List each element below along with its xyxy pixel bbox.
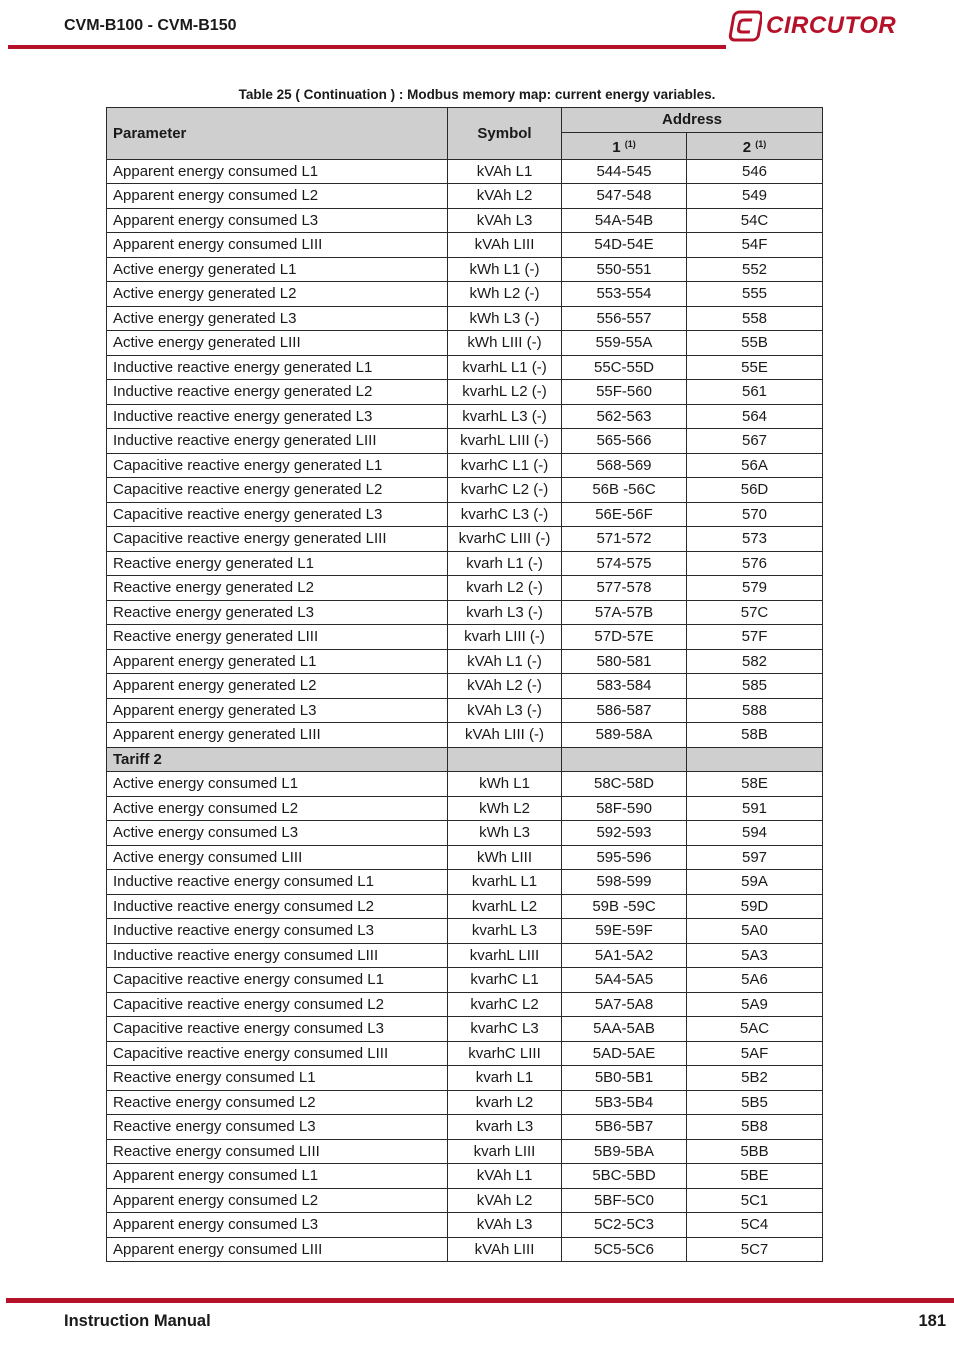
cell-parameter: Capacitive reactive energy consumed LIII bbox=[107, 1041, 448, 1066]
cell-parameter: Apparent energy generated L1 bbox=[107, 649, 448, 674]
cell-address-1: 5BF-5C0 bbox=[562, 1188, 687, 1213]
cell-parameter: Inductive reactive energy consumed L1 bbox=[107, 870, 448, 895]
cell-parameter: Reactive energy generated L1 bbox=[107, 551, 448, 576]
cell-symbol: kvarh L1 (-) bbox=[448, 551, 562, 576]
cell-address-1: 598-599 bbox=[562, 870, 687, 895]
cell-parameter: Apparent energy consumed LIII bbox=[107, 1237, 448, 1262]
header-address-1: 1 $^{(1)}$ bbox=[562, 132, 687, 159]
cell-parameter: Reactive energy consumed LIII bbox=[107, 1139, 448, 1164]
cell-symbol: kWh L1 (-) bbox=[448, 257, 562, 282]
cell-parameter: Inductive reactive energy consumed L2 bbox=[107, 894, 448, 919]
cell-address-1: 577-578 bbox=[562, 576, 687, 601]
cell-parameter: Capacitive reactive energy generated L3 bbox=[107, 502, 448, 527]
cell-symbol: kvarhC L1 bbox=[448, 968, 562, 993]
cell-parameter: Active energy generated L3 bbox=[107, 306, 448, 331]
cell-address-1: 5B6-5B7 bbox=[562, 1115, 687, 1140]
footer-rule bbox=[6, 1298, 954, 1303]
cell-symbol: kWh L1 bbox=[448, 772, 562, 797]
cell-symbol: kvarhC L2 (-) bbox=[448, 478, 562, 503]
cell-address-1: 559-55A bbox=[562, 331, 687, 356]
cell-address-2: 5BB bbox=[687, 1139, 823, 1164]
cell-parameter: Apparent energy consumed LIII bbox=[107, 233, 448, 258]
cell-parameter: Reactive energy generated LIII bbox=[107, 625, 448, 650]
cell-symbol: kVAh LIII (-) bbox=[448, 723, 562, 748]
table-row bbox=[107, 257, 823, 282]
cell-address-1: 55C-55D bbox=[562, 355, 687, 380]
table-row bbox=[107, 1115, 823, 1140]
cell-address-1: 5A1-5A2 bbox=[562, 943, 687, 968]
page-number: 181 bbox=[918, 1312, 946, 1330]
table-row bbox=[107, 1090, 823, 1115]
table-row bbox=[107, 306, 823, 331]
cell-symbol: kWh L3 bbox=[448, 821, 562, 846]
table-row bbox=[107, 1213, 823, 1238]
table-row bbox=[107, 282, 823, 307]
cell-address-1: 553-554 bbox=[562, 282, 687, 307]
table-row bbox=[107, 674, 823, 699]
cell-address-2: 54C bbox=[687, 208, 823, 233]
cell-address-1: 5B3-5B4 bbox=[562, 1090, 687, 1115]
table-row bbox=[107, 184, 823, 209]
cell-symbol: kvarh L1 bbox=[448, 1066, 562, 1091]
table-row bbox=[107, 1017, 823, 1042]
table-row bbox=[107, 1066, 823, 1091]
cell-parameter: Apparent energy consumed L1 bbox=[107, 159, 448, 184]
cell-parameter: Capacitive reactive energy consumed L2 bbox=[107, 992, 448, 1017]
table-row bbox=[107, 723, 823, 748]
table-row bbox=[107, 527, 823, 552]
cell-address-1: 574-575 bbox=[562, 551, 687, 576]
table-row bbox=[107, 698, 823, 723]
table-row bbox=[107, 551, 823, 576]
cell-parameter: Apparent energy consumed L2 bbox=[107, 1188, 448, 1213]
cell-address-2: 55E bbox=[687, 355, 823, 380]
table-row bbox=[107, 453, 823, 478]
cell-address-1: 580-581 bbox=[562, 649, 687, 674]
cell-address-2: 5B8 bbox=[687, 1115, 823, 1140]
cell-symbol: kvarhL L1 (-) bbox=[448, 355, 562, 380]
cell-address-2: 570 bbox=[687, 502, 823, 527]
table-row bbox=[107, 821, 823, 846]
cell-symbol: kvarhC LIII (-) bbox=[448, 527, 562, 552]
cell-symbol: kvarhC LIII bbox=[448, 1041, 562, 1066]
cell-address-1: 59E-59F bbox=[562, 919, 687, 944]
cell-address-2: 5A0 bbox=[687, 919, 823, 944]
cell-address-2: 58B bbox=[687, 723, 823, 748]
cell-address-2: 546 bbox=[687, 159, 823, 184]
cell-address-2: 588 bbox=[687, 698, 823, 723]
cell-parameter: Reactive energy generated L2 bbox=[107, 576, 448, 601]
cell-address-2: 5B5 bbox=[687, 1090, 823, 1115]
table-caption: Table 25 ( Continuation ) : Modbus memory map: current energy variables. bbox=[238, 87, 716, 102]
table-row bbox=[107, 233, 823, 258]
cell-symbol bbox=[448, 747, 562, 772]
cell-address-1: 5B0-5B1 bbox=[562, 1066, 687, 1091]
cell-address-1: 58C-58D bbox=[562, 772, 687, 797]
cell-parameter: Apparent energy consumed L3 bbox=[107, 208, 448, 233]
footer-manual-label: Instruction Manual bbox=[64, 1312, 211, 1330]
cell-address-2: 555 bbox=[687, 282, 823, 307]
cell-address-2: 56A bbox=[687, 453, 823, 478]
cell-address-2: 5AC bbox=[687, 1017, 823, 1042]
cell-address-2: 58E bbox=[687, 772, 823, 797]
cell-address-1: 586-587 bbox=[562, 698, 687, 723]
cell-address-1: 58F-590 bbox=[562, 796, 687, 821]
cell-address-2: 59D bbox=[687, 894, 823, 919]
cell-address-1: 592-593 bbox=[562, 821, 687, 846]
cell-address-2: 5A9 bbox=[687, 992, 823, 1017]
header-address: Address bbox=[562, 108, 823, 133]
table-row bbox=[107, 429, 823, 454]
table-row bbox=[107, 404, 823, 429]
cell-address-2: 57F bbox=[687, 625, 823, 650]
cell-address-1: 556-557 bbox=[562, 306, 687, 331]
table-row bbox=[107, 331, 823, 356]
cell-address-2: 5C7 bbox=[687, 1237, 823, 1262]
table-row bbox=[107, 1041, 823, 1066]
cell-symbol: kWh LIII (-) bbox=[448, 331, 562, 356]
cell-parameter: Inductive reactive energy generated L3 bbox=[107, 404, 448, 429]
header-symbol: Symbol bbox=[448, 108, 562, 160]
cell-symbol: kvarhL L3 (-) bbox=[448, 404, 562, 429]
cell-address-2: 56D bbox=[687, 478, 823, 503]
cell-symbol: kvarh L3 bbox=[448, 1115, 562, 1140]
cell-symbol: kVAh L2 bbox=[448, 1188, 562, 1213]
cell-address-2: 5C1 bbox=[687, 1188, 823, 1213]
table-row bbox=[107, 968, 823, 993]
cell-parameter: Capacitive reactive energy generated LIII bbox=[107, 527, 448, 552]
cell-address-2: 5C4 bbox=[687, 1213, 823, 1238]
cell-symbol: kvarhL L2 bbox=[448, 894, 562, 919]
cell-symbol: kWh L3 (-) bbox=[448, 306, 562, 331]
table-row bbox=[107, 943, 823, 968]
cell-address-1: 59B -59C bbox=[562, 894, 687, 919]
cell-address-2: 558 bbox=[687, 306, 823, 331]
cell-address-2: 549 bbox=[687, 184, 823, 209]
table-row bbox=[107, 159, 823, 184]
cell-symbol: kVAh L2 bbox=[448, 184, 562, 209]
cell-parameter: Reactive energy consumed L2 bbox=[107, 1090, 448, 1115]
cell-parameter: Apparent energy consumed L1 bbox=[107, 1164, 448, 1189]
cell-address-1: 57D-57E bbox=[562, 625, 687, 650]
cell-parameter: Capacitive reactive energy consumed L1 bbox=[107, 968, 448, 993]
cell-address-1: 550-551 bbox=[562, 257, 687, 282]
cell-parameter: Inductive reactive energy consumed L3 bbox=[107, 919, 448, 944]
cell-symbol: kVAh L1 (-) bbox=[448, 649, 562, 674]
table-row bbox=[107, 649, 823, 674]
cell-symbol: kvarh LIII (-) bbox=[448, 625, 562, 650]
cell-address-2: 582 bbox=[687, 649, 823, 674]
cell-address-1: 55F-560 bbox=[562, 380, 687, 405]
cell-symbol: kVAh L1 bbox=[448, 1164, 562, 1189]
cell-address-2: 576 bbox=[687, 551, 823, 576]
cell-address-1: 5B9-5BA bbox=[562, 1139, 687, 1164]
cell-symbol: kvarh L2 bbox=[448, 1090, 562, 1115]
cell-address-2: 54F bbox=[687, 233, 823, 258]
cell-address-2 bbox=[687, 747, 823, 772]
cell-parameter: Active energy generated LIII bbox=[107, 331, 448, 356]
cell-parameter: Reactive energy consumed L1 bbox=[107, 1066, 448, 1091]
cell-parameter: Inductive reactive energy generated L2 bbox=[107, 380, 448, 405]
cell-symbol: kVAh L3 bbox=[448, 208, 562, 233]
cell-symbol: kvarhC L2 bbox=[448, 992, 562, 1017]
cell-address-2: 5AF bbox=[687, 1041, 823, 1066]
cell-symbol: kVAh LIII bbox=[448, 1237, 562, 1262]
table-row bbox=[107, 478, 823, 503]
cell-symbol: kvarhL L1 bbox=[448, 870, 562, 895]
table-row bbox=[107, 894, 823, 919]
table-row bbox=[107, 1188, 823, 1213]
cell-address-2: 597 bbox=[687, 845, 823, 870]
cell-symbol: kWh L2 (-) bbox=[448, 282, 562, 307]
cell-parameter: Apparent energy generated L3 bbox=[107, 698, 448, 723]
cell-symbol: kVAh L1 bbox=[448, 159, 562, 184]
table-row bbox=[107, 870, 823, 895]
cell-parameter: Active energy consumed L2 bbox=[107, 796, 448, 821]
cell-address-1: 5A7-5A8 bbox=[562, 992, 687, 1017]
cell-address-1: 568-569 bbox=[562, 453, 687, 478]
cell-address-1: 565-566 bbox=[562, 429, 687, 454]
table-row bbox=[107, 355, 823, 380]
table-row bbox=[107, 502, 823, 527]
cell-symbol: kvarhC L3 bbox=[448, 1017, 562, 1042]
cell-parameter: Inductive reactive energy generated L1 bbox=[107, 355, 448, 380]
table-row bbox=[107, 1164, 823, 1189]
cell-symbol: kvarhC L3 (-) bbox=[448, 502, 562, 527]
cell-symbol: kvarh LIII bbox=[448, 1139, 562, 1164]
cell-parameter: Apparent energy generated LIII bbox=[107, 723, 448, 748]
cell-symbol: kVAh L2 (-) bbox=[448, 674, 562, 699]
cell-parameter: Apparent energy consumed L2 bbox=[107, 184, 448, 209]
cell-address-2: 57C bbox=[687, 600, 823, 625]
table-row bbox=[107, 625, 823, 650]
cell-symbol: kWh L2 bbox=[448, 796, 562, 821]
cell-address-2: 59A bbox=[687, 870, 823, 895]
cell-address-2: 5B2 bbox=[687, 1066, 823, 1091]
table-row bbox=[107, 796, 823, 821]
cell-address-1: 54A-54B bbox=[562, 208, 687, 233]
cell-parameter: Apparent energy generated L2 bbox=[107, 674, 448, 699]
table-row bbox=[107, 772, 823, 797]
cell-symbol: kvarhL L3 bbox=[448, 919, 562, 944]
cell-address-1: 583-584 bbox=[562, 674, 687, 699]
cell-symbol: kVAh L3 (-) bbox=[448, 698, 562, 723]
table-row bbox=[107, 208, 823, 233]
cell-address-1 bbox=[562, 747, 687, 772]
cell-parameter: Capacitive reactive energy generated L2 bbox=[107, 478, 448, 503]
cell-parameter: Apparent energy consumed L3 bbox=[107, 1213, 448, 1238]
cell-parameter: Inductive reactive energy consumed LIII bbox=[107, 943, 448, 968]
cell-parameter: Active energy generated L1 bbox=[107, 257, 448, 282]
cell-parameter: Reactive energy consumed L3 bbox=[107, 1115, 448, 1140]
cell-address-1: 57A-57B bbox=[562, 600, 687, 625]
cell-address-1: 5AD-5AE bbox=[562, 1041, 687, 1066]
header-address-2: 2 $^{(1)}$ bbox=[687, 132, 823, 159]
cell-address-1: 562-563 bbox=[562, 404, 687, 429]
cell-symbol: kvarhL LIII bbox=[448, 943, 562, 968]
cell-symbol: kvarhL L2 (-) bbox=[448, 380, 562, 405]
cell-address-1: 571-572 bbox=[562, 527, 687, 552]
table-body bbox=[107, 159, 823, 1262]
logo-text: CIRCUTOR bbox=[766, 12, 897, 39]
cell-parameter: Active energy generated L2 bbox=[107, 282, 448, 307]
cell-symbol: kvarhC L1 (-) bbox=[448, 453, 562, 478]
table-row bbox=[107, 576, 823, 601]
document-title: CVM-B100 - CVM-B150 bbox=[64, 17, 237, 34]
cell-address-2: 561 bbox=[687, 380, 823, 405]
table-row bbox=[107, 992, 823, 1017]
cell-address-2: 585 bbox=[687, 674, 823, 699]
table-row bbox=[107, 1237, 823, 1262]
cell-parameter: Tariff 2 bbox=[107, 747, 448, 772]
cell-symbol: kWh LIII bbox=[448, 845, 562, 870]
cell-address-2: 5A6 bbox=[687, 968, 823, 993]
table-section-row bbox=[107, 747, 823, 772]
cell-parameter: Active energy consumed L1 bbox=[107, 772, 448, 797]
cell-address-1: 5C2-5C3 bbox=[562, 1213, 687, 1238]
cell-address-1: 56E-56F bbox=[562, 502, 687, 527]
cell-address-1: 595-596 bbox=[562, 845, 687, 870]
cell-address-1: 547-548 bbox=[562, 184, 687, 209]
cell-symbol: kvarh L2 (-) bbox=[448, 576, 562, 601]
modbus-memory-map-table bbox=[106, 107, 823, 1262]
table-row bbox=[107, 1139, 823, 1164]
table-row bbox=[107, 845, 823, 870]
cell-symbol: kVAh LIII bbox=[448, 233, 562, 258]
circutor-logo-icon bbox=[728, 9, 762, 43]
cell-parameter: Inductive reactive energy generated LIII bbox=[107, 429, 448, 454]
cell-address-2: 567 bbox=[687, 429, 823, 454]
cell-address-1: 5A4-5A5 bbox=[562, 968, 687, 993]
table-row bbox=[107, 380, 823, 405]
cell-address-1: 5C5-5C6 bbox=[562, 1237, 687, 1262]
cell-symbol: kvarh L3 (-) bbox=[448, 600, 562, 625]
cell-symbol: kvarhL LIII (-) bbox=[448, 429, 562, 454]
cell-address-2: 5A3 bbox=[687, 943, 823, 968]
cell-address-2: 55B bbox=[687, 331, 823, 356]
cell-address-2: 573 bbox=[687, 527, 823, 552]
cell-symbol: kVAh L3 bbox=[448, 1213, 562, 1238]
cell-address-1: 589-58A bbox=[562, 723, 687, 748]
cell-address-1: 56B -56C bbox=[562, 478, 687, 503]
cell-address-1: 544-545 bbox=[562, 159, 687, 184]
cell-address-2: 564 bbox=[687, 404, 823, 429]
table-row bbox=[107, 600, 823, 625]
table-row bbox=[107, 919, 823, 944]
header-rule bbox=[8, 45, 726, 49]
cell-parameter: Capacitive reactive energy generated L1 bbox=[107, 453, 448, 478]
cell-address-2: 579 bbox=[687, 576, 823, 601]
cell-parameter: Active energy consumed LIII bbox=[107, 845, 448, 870]
cell-parameter: Active energy consumed L3 bbox=[107, 821, 448, 846]
cell-address-2: 5BE bbox=[687, 1164, 823, 1189]
cell-address-1: 5BC-5BD bbox=[562, 1164, 687, 1189]
cell-address-2: 594 bbox=[687, 821, 823, 846]
cell-address-1: 5AA-5AB bbox=[562, 1017, 687, 1042]
header-parameter: Parameter bbox=[107, 108, 448, 160]
cell-address-2: 591 bbox=[687, 796, 823, 821]
cell-parameter: Capacitive reactive energy consumed L3 bbox=[107, 1017, 448, 1042]
circutor-logo bbox=[728, 8, 910, 44]
cell-address-2: 552 bbox=[687, 257, 823, 282]
cell-parameter: Reactive energy generated L3 bbox=[107, 600, 448, 625]
cell-address-1: 54D-54E bbox=[562, 233, 687, 258]
